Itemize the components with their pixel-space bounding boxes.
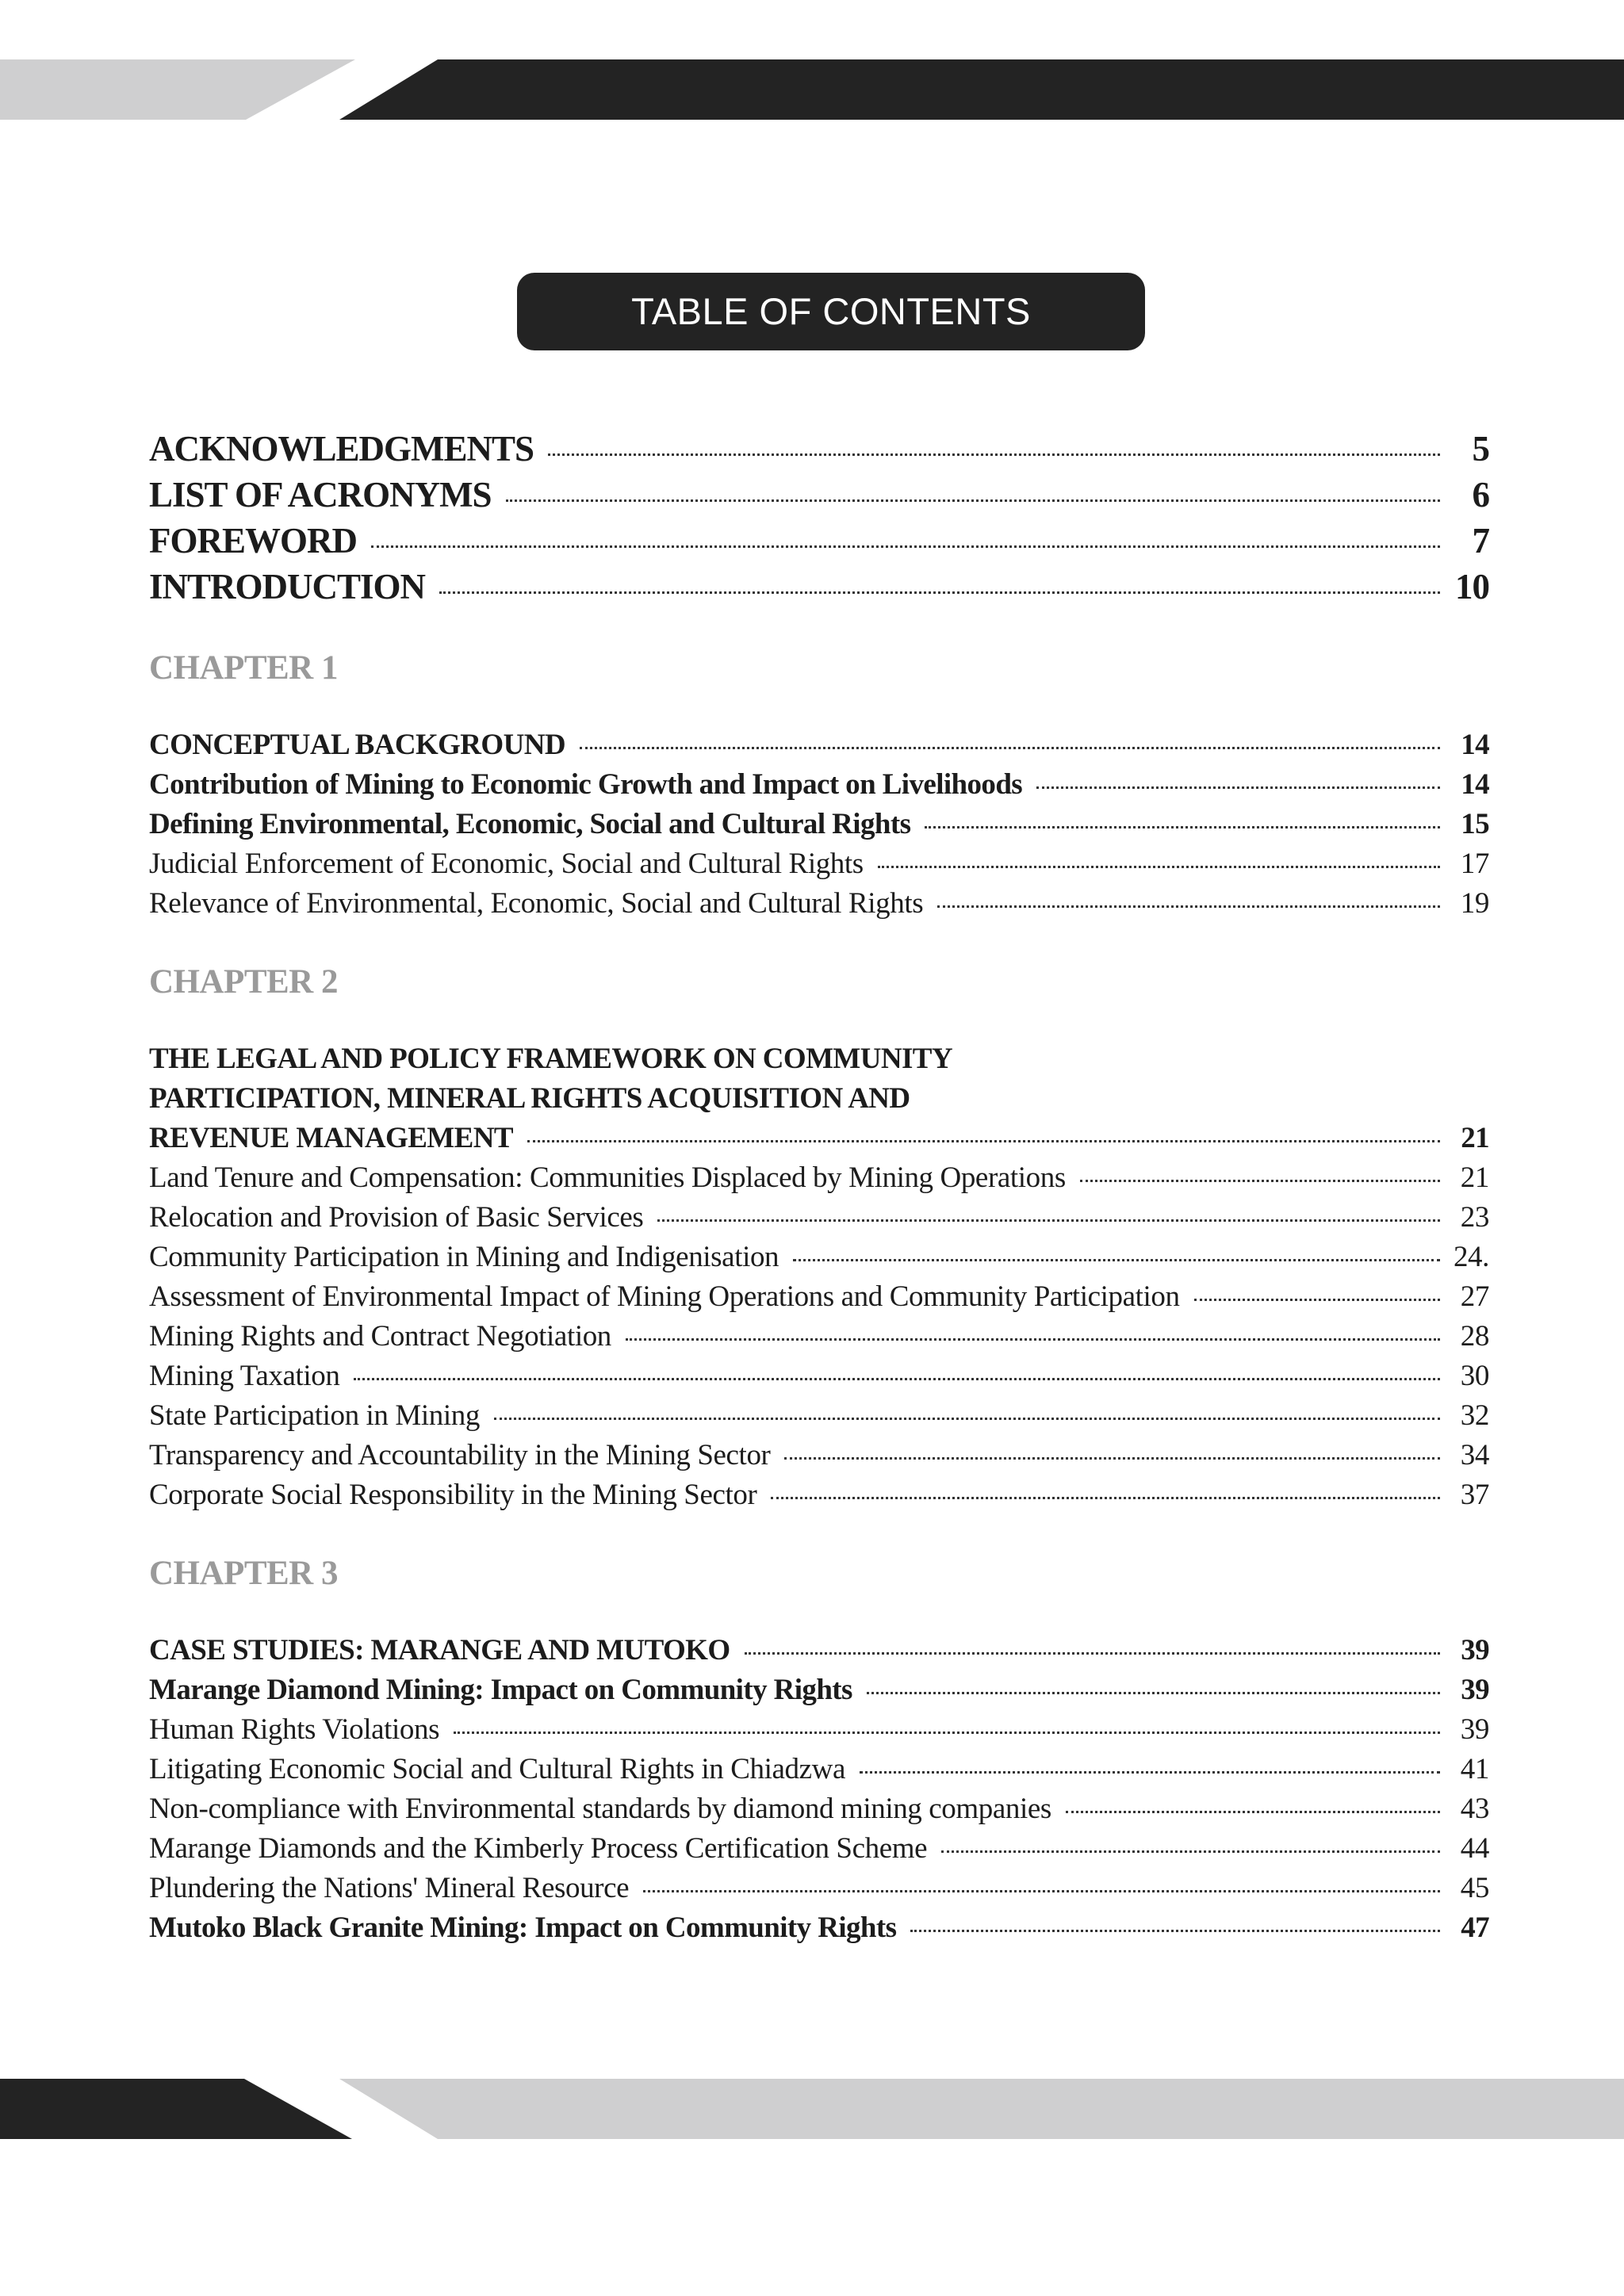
spacer bbox=[149, 926, 1489, 962]
toc-entry-page: 24. bbox=[1453, 1241, 1489, 1273]
toc-entry-label: REVENUE MANAGEMENT bbox=[149, 1122, 513, 1154]
toc-entry[interactable] bbox=[149, 1438, 1489, 1478]
front-matter-section bbox=[149, 428, 1489, 612]
toc-entry-page: 45 bbox=[1460, 1872, 1489, 1904]
toc-entry-label: INTRODUCTION bbox=[149, 567, 426, 607]
toc-entry-page: 17 bbox=[1460, 848, 1489, 880]
top-band-dark-segment bbox=[339, 59, 1624, 120]
toc-entry-label: Corporate Social Responsibility in the Mining Sector bbox=[149, 1479, 757, 1511]
toc-entry[interactable] bbox=[149, 1752, 1489, 1792]
dot-leader bbox=[439, 591, 1440, 594]
toc-entry[interactable] bbox=[149, 1911, 1489, 1950]
toc-entry-page: 10 bbox=[1455, 567, 1489, 607]
spacer bbox=[149, 1600, 1489, 1633]
toc-entry-page: 44 bbox=[1460, 1832, 1489, 1865]
spacer bbox=[149, 695, 1489, 728]
toc-entry[interactable] bbox=[149, 1200, 1489, 1240]
toc-entry-label: CONCEPTUAL BACKGROUND bbox=[149, 729, 565, 761]
toc-entry[interactable] bbox=[149, 728, 1489, 767]
toc-entry-page: 47 bbox=[1461, 1911, 1489, 1944]
dot-leader bbox=[506, 499, 1440, 502]
page-title: TABLE OF CONTENTS bbox=[517, 273, 1145, 350]
toc-entry-page: 21 bbox=[1461, 1122, 1489, 1154]
dot-leader bbox=[784, 1457, 1440, 1460]
toc-entry-label: Judicial Enforcement of Economic, Social and Cultural Rights bbox=[149, 848, 864, 880]
toc-entry-label: Relocation and Provision of Basic Services bbox=[149, 1201, 644, 1234]
dot-leader bbox=[937, 905, 1440, 908]
toc-entry-label: Plundering the Nations' Mineral Resource bbox=[149, 1872, 630, 1904]
dot-leader bbox=[626, 1338, 1440, 1341]
toc-entry-label: Marange Diamonds and the Kimberly Process Certification Scheme bbox=[149, 1832, 928, 1865]
chapter-2-section bbox=[149, 1042, 1489, 1517]
toc-entry-page: 39 bbox=[1460, 1713, 1489, 1746]
dot-leader bbox=[454, 1732, 1440, 1734]
top-band-light-segment bbox=[0, 59, 355, 120]
top-band-graphic bbox=[0, 59, 1624, 120]
toc-entry[interactable] bbox=[149, 1633, 1489, 1673]
bottom-band-dark-segment bbox=[0, 2079, 352, 2139]
toc-entry-page: 7 bbox=[1472, 521, 1489, 561]
toc-entry[interactable] bbox=[149, 1359, 1489, 1399]
toc-entry[interactable] bbox=[149, 1240, 1489, 1280]
toc-entry-page: 27 bbox=[1460, 1280, 1489, 1313]
toc-entry-label: Mutoko Black Granite Mining: Impact on Community Rights bbox=[149, 1911, 897, 1944]
toc-entry-label: Assessment of Environmental Impact of Mining Operations and Community Participation bbox=[149, 1280, 1180, 1313]
toc-entry-page: 21 bbox=[1460, 1161, 1489, 1194]
dot-leader bbox=[657, 1219, 1440, 1222]
toc-entry-page: 32 bbox=[1460, 1399, 1489, 1432]
toc-entry-label: Mining Taxation bbox=[149, 1360, 340, 1392]
spacer bbox=[149, 1517, 1489, 1554]
dot-leader bbox=[941, 1850, 1440, 1853]
toc-entry-page: 41 bbox=[1460, 1753, 1489, 1785]
toc-entry-page: 14 bbox=[1461, 729, 1489, 761]
toc-entry-page: 39 bbox=[1461, 1674, 1489, 1706]
toc-entry-label: Community Participation in Mining and Indigenisation bbox=[149, 1241, 779, 1273]
top-decorative-band bbox=[0, 59, 1624, 120]
toc-entry-label: State Participation in Mining bbox=[149, 1399, 480, 1432]
toc-entry-page: 37 bbox=[1460, 1479, 1489, 1511]
dot-leader bbox=[643, 1890, 1440, 1892]
toc-entry-label: Land Tenure and Compensation: Communities Displaced by Mining Operations bbox=[149, 1161, 1066, 1194]
toc-entry-page: 6 bbox=[1472, 475, 1489, 515]
toc-entry-label: Defining Environmental, Economic, Social and Cultural Rights bbox=[149, 808, 911, 840]
toc-entry-page: 23 bbox=[1460, 1201, 1489, 1234]
dot-leader bbox=[580, 747, 1440, 749]
chapter-1-section bbox=[149, 728, 1489, 926]
toc-entry[interactable] bbox=[149, 1399, 1489, 1438]
toc-entry-label: FOREWORD bbox=[149, 521, 357, 561]
section-heading-line: PARTICIPATION, MINERAL RIGHTS ACQUISITION AND bbox=[149, 1082, 910, 1115]
dot-leader bbox=[1066, 1811, 1440, 1813]
toc-entry-label: Litigating Economic Social and Cultural Rights in Chiadzwa bbox=[149, 1753, 846, 1785]
toc-entry-label: Mining Rights and Contract Negotiation bbox=[149, 1320, 611, 1353]
toc-entry[interactable] bbox=[149, 474, 1489, 520]
toc-entry[interactable] bbox=[149, 1121, 1489, 1161]
bottom-band-graphic bbox=[0, 2079, 1624, 2139]
toc-entry[interactable] bbox=[149, 566, 1489, 612]
toc-entry[interactable] bbox=[149, 1871, 1489, 1911]
dot-leader bbox=[548, 453, 1440, 456]
toc-entry-page: 19 bbox=[1460, 887, 1489, 920]
toc-entry-label: Human Rights Violations bbox=[149, 1713, 440, 1746]
dot-leader bbox=[527, 1140, 1440, 1142]
dot-leader bbox=[1036, 786, 1440, 789]
toc-entry-page: 14 bbox=[1461, 768, 1489, 801]
dot-leader bbox=[1194, 1299, 1440, 1301]
bottom-decorative-band bbox=[0, 2079, 1624, 2139]
dot-leader bbox=[745, 1652, 1440, 1655]
toc-entry[interactable] bbox=[149, 1319, 1489, 1359]
toc-entry[interactable] bbox=[149, 1792, 1489, 1831]
dot-leader bbox=[867, 1692, 1440, 1694]
toc-entry[interactable] bbox=[149, 767, 1489, 807]
dot-leader bbox=[1080, 1180, 1440, 1182]
toc-entry-label: Contribution of Mining to Economic Growth and Impact on Livelihoods bbox=[149, 768, 1023, 801]
toc-entry-label: CASE STUDIES: MARANGE AND MUTOKO bbox=[149, 1634, 730, 1667]
toc-entry[interactable] bbox=[149, 520, 1489, 566]
chapter-heading: CHAPTER 1 bbox=[149, 649, 338, 687]
toc-entry-page: 30 bbox=[1460, 1360, 1489, 1392]
toc-entry-page: 43 bbox=[1460, 1793, 1489, 1825]
toc-entry-page: 15 bbox=[1461, 808, 1489, 840]
toc-entry-label: LIST OF ACRONYMS bbox=[149, 475, 492, 515]
toc-entry-page: 39 bbox=[1461, 1634, 1489, 1667]
dot-leader bbox=[925, 826, 1440, 828]
toc-entry-label: Relevance of Environmental, Economic, Social and Cultural Rights bbox=[149, 887, 924, 920]
dot-leader bbox=[371, 545, 1440, 548]
dot-leader bbox=[910, 1930, 1440, 1932]
chapter-heading: CHAPTER 3 bbox=[149, 1555, 338, 1592]
toc-entry[interactable] bbox=[149, 807, 1489, 847]
toc-entry-label: Transparency and Accountability in the Mining Sector bbox=[149, 1439, 771, 1471]
dot-leader bbox=[771, 1497, 1440, 1499]
toc-entry-label: Marange Diamond Mining: Impact on Community Rights bbox=[149, 1674, 852, 1706]
spacer bbox=[149, 612, 1489, 649]
toc-entry-label: ACKNOWLEDGMENTS bbox=[149, 429, 534, 469]
dot-leader bbox=[878, 866, 1440, 868]
toc-entry[interactable] bbox=[149, 1831, 1489, 1871]
table-of-contents bbox=[149, 428, 1489, 1950]
toc-entry[interactable] bbox=[149, 428, 1489, 474]
toc-entry[interactable] bbox=[149, 886, 1489, 926]
dot-leader bbox=[793, 1259, 1440, 1261]
chapter-3-section bbox=[149, 1633, 1489, 1950]
toc-entry-page: 34 bbox=[1460, 1439, 1489, 1471]
toc-entry-page: 5 bbox=[1472, 429, 1489, 469]
bottom-band-light-segment bbox=[339, 2079, 1624, 2139]
dot-leader bbox=[860, 1771, 1440, 1774]
dot-leader bbox=[354, 1378, 1440, 1380]
toc-entry[interactable] bbox=[149, 1712, 1489, 1752]
toc-entry[interactable] bbox=[149, 1673, 1489, 1712]
dot-leader bbox=[494, 1418, 1440, 1420]
toc-entry[interactable] bbox=[149, 1478, 1489, 1517]
toc-entry-label: Non-compliance with Environmental standards by diamond mining companies bbox=[149, 1793, 1051, 1825]
spacer bbox=[149, 1008, 1489, 1042]
section-heading-line: THE LEGAL AND POLICY FRAMEWORK ON COMMUNITY bbox=[149, 1043, 952, 1075]
chapter-heading: CHAPTER 2 bbox=[149, 963, 338, 1001]
toc-entry[interactable] bbox=[149, 1161, 1489, 1200]
toc-entry[interactable] bbox=[149, 1280, 1489, 1319]
toc-entry[interactable] bbox=[149, 847, 1489, 886]
toc-entry-page: 28 bbox=[1460, 1320, 1489, 1353]
